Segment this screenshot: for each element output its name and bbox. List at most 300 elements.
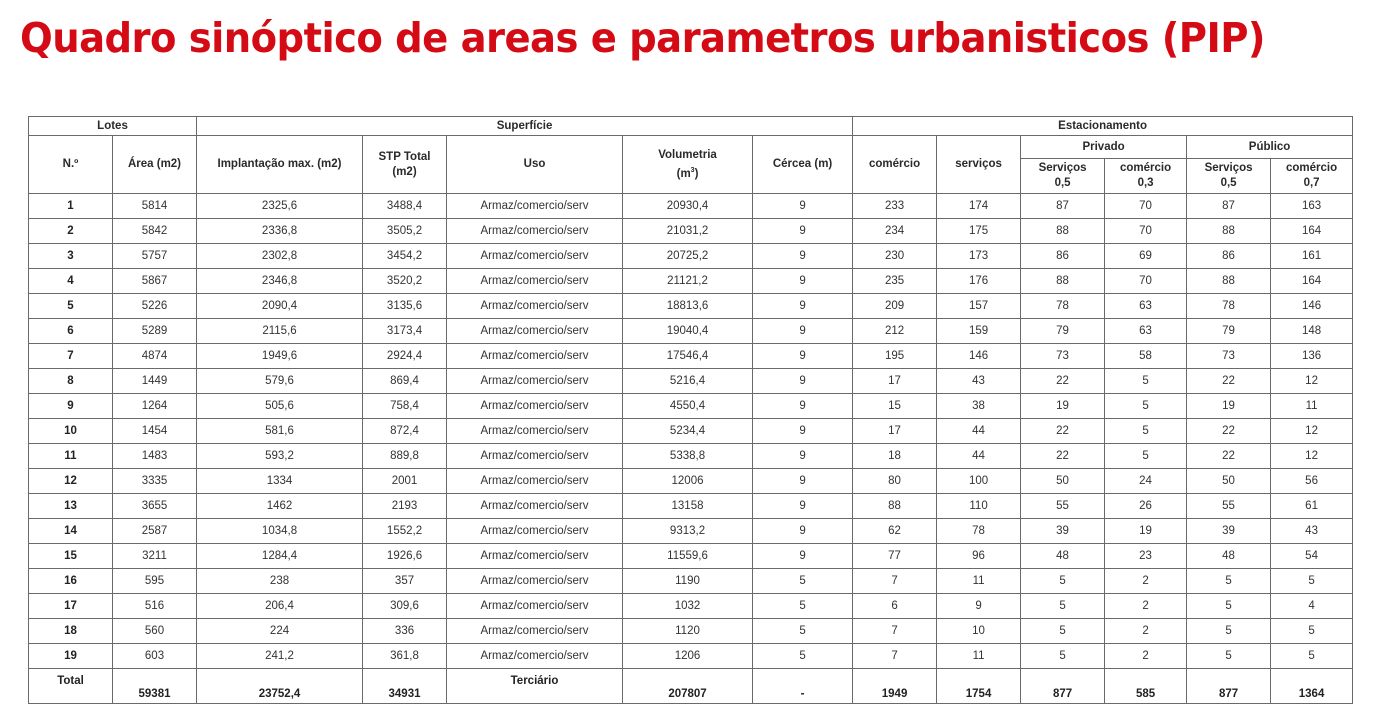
cell-lote-number: 18 [29, 619, 113, 644]
cell-implantacao: 238 [197, 569, 363, 594]
cell-uso: Armaz/comercio/serv [447, 419, 623, 444]
col-header-volumetria-close: ) [694, 167, 699, 180]
cell-volumetria: 20725,2 [623, 244, 753, 269]
cell-uso: Armaz/comercio/serv [447, 219, 623, 244]
cell-implantacao: 1284,4 [197, 544, 363, 569]
cell-privado-comercio: 70 [1105, 269, 1187, 294]
col-header-servicos: serviços [937, 136, 1021, 194]
cell-implantacao: 2346,8 [197, 269, 363, 294]
cell-volumetria: 9313,2 [623, 519, 753, 544]
col-header-publico-servicos [1187, 159, 1271, 194]
cell-cercea: 5 [753, 569, 853, 594]
col-header-publico-servicos-ratio: 0,5 [1220, 177, 1237, 189]
cell-area: 516 [113, 594, 197, 619]
cell-servicos: 174 [937, 194, 1021, 219]
cell-area: 4874 [113, 344, 197, 369]
cell-volumetria: 5216,4 [623, 369, 753, 394]
table-row [29, 494, 1353, 519]
cell-comercio: 209 [853, 294, 937, 319]
cell-privado-servicos: 19 [1021, 394, 1105, 419]
group-header-privado: Privado [1021, 136, 1187, 159]
cell-implantacao: 224 [197, 619, 363, 644]
cell-area: 595 [113, 569, 197, 594]
total-uso: Terciário [447, 669, 623, 704]
cell-privado-servicos: 79 [1021, 319, 1105, 344]
cell-comercio: 6 [853, 594, 937, 619]
cell-lote-number: 2 [29, 219, 113, 244]
cell-lote-number: 15 [29, 544, 113, 569]
cell-lote-number: 6 [29, 319, 113, 344]
col-header-publico-comercio-ratio: 0,7 [1303, 177, 1320, 189]
cell-lote-number: 17 [29, 594, 113, 619]
cell-stp-total: 1926,6 [363, 544, 447, 569]
table-row [29, 619, 1353, 644]
cell-publico-servicos: 78 [1187, 294, 1271, 319]
cell-publico-comercio: 161 [1271, 244, 1353, 269]
cell-uso: Armaz/comercio/serv [447, 594, 623, 619]
cell-area: 5289 [113, 319, 197, 344]
cell-privado-servicos: 55 [1021, 494, 1105, 519]
cell-comercio: 233 [853, 194, 937, 219]
col-header-uso: Uso [447, 136, 623, 194]
col-header-volumetria-sup: 3 [690, 166, 695, 174]
cell-lote-number: 8 [29, 369, 113, 394]
cell-volumetria: 1206 [623, 644, 753, 669]
cell-area: 3655 [113, 494, 197, 519]
cell-servicos: 110 [937, 494, 1021, 519]
cell-stp-total: 309,6 [363, 594, 447, 619]
cell-stp-total: 3173,4 [363, 319, 447, 344]
cell-volumetria: 13158 [623, 494, 753, 519]
cell-uso: Armaz/comercio/serv [447, 319, 623, 344]
cell-cercea: 9 [753, 469, 853, 494]
table-row [29, 294, 1353, 319]
cell-comercio: 18 [853, 444, 937, 469]
cell-uso: Armaz/comercio/serv [447, 619, 623, 644]
table-row [29, 569, 1353, 594]
cell-area: 5757 [113, 244, 197, 269]
table-row [29, 544, 1353, 569]
cell-privado-comercio: 70 [1105, 194, 1187, 219]
cell-privado-servicos: 5 [1021, 619, 1105, 644]
synoptic-table [28, 116, 1353, 704]
cell-area: 1449 [113, 369, 197, 394]
cell-uso: Armaz/comercio/serv [447, 494, 623, 519]
cell-servicos: 10 [937, 619, 1021, 644]
table-row [29, 594, 1353, 619]
col-header-publico-comercio [1271, 159, 1353, 194]
cell-lote-number: 13 [29, 494, 113, 519]
cell-servicos: 96 [937, 544, 1021, 569]
cell-cercea: 9 [753, 194, 853, 219]
table-row [29, 194, 1353, 219]
cell-volumetria: 12006 [623, 469, 753, 494]
cell-privado-comercio: 19 [1105, 519, 1187, 544]
cell-stp-total: 3488,4 [363, 194, 447, 219]
total-privado-comercio: 585 [1105, 669, 1187, 704]
table-row [29, 644, 1353, 669]
cell-privado-comercio: 58 [1105, 344, 1187, 369]
cell-lote-number: 4 [29, 269, 113, 294]
cell-stp-total: 3505,2 [363, 219, 447, 244]
cell-publico-comercio: 12 [1271, 369, 1353, 394]
cell-cercea: 9 [753, 244, 853, 269]
cell-volumetria: 4550,4 [623, 394, 753, 419]
col-header-privado-comercio [1105, 159, 1187, 194]
cell-servicos: 157 [937, 294, 1021, 319]
total-stp: 34931 [363, 669, 447, 704]
cell-publico-comercio: 164 [1271, 219, 1353, 244]
cell-privado-servicos: 22 [1021, 369, 1105, 394]
cell-implantacao: 1462 [197, 494, 363, 519]
cell-comercio: 230 [853, 244, 937, 269]
cell-publico-comercio: 5 [1271, 619, 1353, 644]
cell-area: 3335 [113, 469, 197, 494]
cell-privado-comercio: 24 [1105, 469, 1187, 494]
cell-privado-comercio: 2 [1105, 619, 1187, 644]
cell-volumetria: 11559,6 [623, 544, 753, 569]
cell-stp-total: 336 [363, 619, 447, 644]
cell-stp-total: 872,4 [363, 419, 447, 444]
col-header-privado-servicos [1021, 159, 1105, 194]
col-header-privado-servicos-ratio: 0,5 [1054, 177, 1071, 189]
cell-servicos: 146 [937, 344, 1021, 369]
cell-stp-total: 2193 [363, 494, 447, 519]
cell-publico-comercio: 163 [1271, 194, 1353, 219]
cell-implantacao: 2336,8 [197, 219, 363, 244]
cell-servicos: 44 [937, 444, 1021, 469]
cell-lote-number: 14 [29, 519, 113, 544]
cell-publico-comercio: 12 [1271, 444, 1353, 469]
cell-implantacao: 1034,8 [197, 519, 363, 544]
cell-comercio: 235 [853, 269, 937, 294]
cell-uso: Armaz/comercio/serv [447, 519, 623, 544]
cell-privado-comercio: 5 [1105, 369, 1187, 394]
cell-publico-servicos: 19 [1187, 394, 1271, 419]
cell-stp-total: 2001 [363, 469, 447, 494]
col-header-stp-line1: STP Total [378, 150, 431, 163]
cell-comercio: 62 [853, 519, 937, 544]
cell-volumetria: 21121,2 [623, 269, 753, 294]
cell-publico-servicos: 87 [1187, 194, 1271, 219]
group-header-lotes: Lotes [29, 117, 197, 136]
cell-comercio: 212 [853, 319, 937, 344]
cell-privado-servicos: 86 [1021, 244, 1105, 269]
cell-comercio: 7 [853, 569, 937, 594]
col-header-stp-line2: (m2) [392, 165, 417, 178]
cell-publico-comercio: 164 [1271, 269, 1353, 294]
cell-publico-servicos: 88 [1187, 219, 1271, 244]
cell-lote-number: 16 [29, 569, 113, 594]
cell-publico-comercio: 61 [1271, 494, 1353, 519]
cell-implantacao: 2325,6 [197, 194, 363, 219]
total-cercea: - [753, 669, 853, 704]
table-row [29, 344, 1353, 369]
cell-implantacao: 2090,4 [197, 294, 363, 319]
cell-lote-number: 10 [29, 419, 113, 444]
cell-implantacao: 2302,8 [197, 244, 363, 269]
cell-privado-servicos: 48 [1021, 544, 1105, 569]
cell-area: 5867 [113, 269, 197, 294]
cell-publico-comercio: 12 [1271, 419, 1353, 444]
cell-area: 1483 [113, 444, 197, 469]
cell-publico-servicos: 79 [1187, 319, 1271, 344]
cell-area: 1264 [113, 394, 197, 419]
cell-uso: Armaz/comercio/serv [447, 444, 623, 469]
cell-privado-servicos: 50 [1021, 469, 1105, 494]
total-label: Total [29, 669, 113, 704]
cell-publico-comercio: 56 [1271, 469, 1353, 494]
cell-privado-comercio: 69 [1105, 244, 1187, 269]
cell-uso: Armaz/comercio/serv [447, 544, 623, 569]
page-title: Quadro sinóptico de areas e parametros urbanisticos (PIP) [20, 14, 1265, 62]
cell-lote-number: 5 [29, 294, 113, 319]
cell-publico-comercio: 148 [1271, 319, 1353, 344]
cell-cercea: 5 [753, 619, 853, 644]
cell-lote-number: 7 [29, 344, 113, 369]
col-header-volumetria-unit: (m [676, 167, 691, 180]
total-area: 59381 [113, 669, 197, 704]
cell-lote-number: 1 [29, 194, 113, 219]
cell-implantacao: 206,4 [197, 594, 363, 619]
group-header-estacionamento: Estacionamento [853, 117, 1353, 136]
col-header-n: N.º [29, 136, 113, 194]
cell-comercio: 7 [853, 644, 937, 669]
cell-privado-servicos: 5 [1021, 644, 1105, 669]
cell-uso: Armaz/comercio/serv [447, 269, 623, 294]
cell-cercea: 5 [753, 644, 853, 669]
cell-comercio: 7 [853, 619, 937, 644]
cell-cercea: 9 [753, 369, 853, 394]
cell-privado-servicos: 22 [1021, 419, 1105, 444]
cell-privado-comercio: 2 [1105, 594, 1187, 619]
cell-area: 2587 [113, 519, 197, 544]
group-header-publico: Público [1187, 136, 1353, 159]
col-header-privado-comercio-ratio: 0,3 [1137, 177, 1154, 189]
cell-stp-total: 869,4 [363, 369, 447, 394]
cell-servicos: 11 [937, 569, 1021, 594]
total-publico-servicos: 877 [1187, 669, 1271, 704]
cell-area: 560 [113, 619, 197, 644]
cell-volumetria: 1032 [623, 594, 753, 619]
cell-uso: Armaz/comercio/serv [447, 294, 623, 319]
cell-implantacao: 581,6 [197, 419, 363, 444]
col-header-stp [363, 136, 447, 194]
table-row [29, 219, 1353, 244]
cell-uso: Armaz/comercio/serv [447, 369, 623, 394]
cell-privado-servicos: 87 [1021, 194, 1105, 219]
cell-publico-comercio: 136 [1271, 344, 1353, 369]
col-header-volumetria-line1: Volumetria [658, 148, 717, 161]
cell-area: 5226 [113, 294, 197, 319]
cell-publico-servicos: 48 [1187, 544, 1271, 569]
cell-publico-servicos: 86 [1187, 244, 1271, 269]
cell-cercea: 5 [753, 594, 853, 619]
cell-servicos: 11 [937, 644, 1021, 669]
cell-cercea: 9 [753, 269, 853, 294]
cell-implantacao: 241,2 [197, 644, 363, 669]
table-row [29, 244, 1353, 269]
cell-privado-comercio: 5 [1105, 419, 1187, 444]
cell-cercea: 9 [753, 319, 853, 344]
cell-lote-number: 12 [29, 469, 113, 494]
cell-publico-servicos: 22 [1187, 419, 1271, 444]
cell-privado-servicos: 88 [1021, 269, 1105, 294]
cell-privado-servicos: 73 [1021, 344, 1105, 369]
cell-implantacao: 2115,6 [197, 319, 363, 344]
table-row [29, 444, 1353, 469]
cell-publico-servicos: 5 [1187, 594, 1271, 619]
cell-uso: Armaz/comercio/serv [447, 194, 623, 219]
total-privado-servicos: 877 [1021, 669, 1105, 704]
cell-privado-comercio: 70 [1105, 219, 1187, 244]
cell-uso: Armaz/comercio/serv [447, 244, 623, 269]
cell-servicos: 44 [937, 419, 1021, 444]
cell-stp-total: 357 [363, 569, 447, 594]
table-row [29, 269, 1353, 294]
cell-privado-comercio: 23 [1105, 544, 1187, 569]
cell-servicos: 175 [937, 219, 1021, 244]
total-implantacao: 23752,4 [197, 669, 363, 704]
cell-volumetria: 18813,6 [623, 294, 753, 319]
cell-privado-servicos: 88 [1021, 219, 1105, 244]
cell-implantacao: 1949,6 [197, 344, 363, 369]
col-header-volumetria [623, 136, 753, 194]
cell-uso: Armaz/comercio/serv [447, 394, 623, 419]
cell-uso: Armaz/comercio/serv [447, 569, 623, 594]
cell-publico-servicos: 5 [1187, 619, 1271, 644]
cell-privado-comercio: 26 [1105, 494, 1187, 519]
cell-privado-comercio: 63 [1105, 294, 1187, 319]
cell-privado-comercio: 2 [1105, 644, 1187, 669]
cell-privado-comercio: 63 [1105, 319, 1187, 344]
cell-stp-total: 361,8 [363, 644, 447, 669]
cell-comercio: 17 [853, 369, 937, 394]
cell-publico-servicos: 55 [1187, 494, 1271, 519]
col-header-cercea: Cércea (m) [753, 136, 853, 194]
cell-stp-total: 1552,2 [363, 519, 447, 544]
total-servicos: 1754 [937, 669, 1021, 704]
cell-area: 5842 [113, 219, 197, 244]
cell-uso: Armaz/comercio/serv [447, 644, 623, 669]
cell-privado-comercio: 5 [1105, 394, 1187, 419]
table-row [29, 319, 1353, 344]
col-header-area: Área (m2) [113, 136, 197, 194]
cell-servicos: 38 [937, 394, 1021, 419]
cell-servicos: 43 [937, 369, 1021, 394]
cell-area: 5814 [113, 194, 197, 219]
cell-privado-servicos: 39 [1021, 519, 1105, 544]
cell-lote-number: 3 [29, 244, 113, 269]
cell-volumetria: 21031,2 [623, 219, 753, 244]
cell-comercio: 195 [853, 344, 937, 369]
cell-implantacao: 593,2 [197, 444, 363, 469]
cell-lote-number: 11 [29, 444, 113, 469]
cell-publico-comercio: 5 [1271, 569, 1353, 594]
cell-privado-comercio: 2 [1105, 569, 1187, 594]
cell-stp-total: 889,8 [363, 444, 447, 469]
total-comercio: 1949 [853, 669, 937, 704]
cell-implantacao: 505,6 [197, 394, 363, 419]
col-header-publico-servicos-label: Serviços [1204, 162, 1253, 174]
cell-publico-comercio: 4 [1271, 594, 1353, 619]
table-row [29, 394, 1353, 419]
total-volumetria: 207807 [623, 669, 753, 704]
cell-volumetria: 17546,4 [623, 344, 753, 369]
table-row [29, 369, 1353, 394]
cell-servicos: 176 [937, 269, 1021, 294]
cell-cercea: 9 [753, 419, 853, 444]
cell-lote-number: 9 [29, 394, 113, 419]
cell-lote-number: 19 [29, 644, 113, 669]
cell-privado-servicos: 22 [1021, 444, 1105, 469]
cell-servicos: 159 [937, 319, 1021, 344]
cell-publico-comercio: 11 [1271, 394, 1353, 419]
cell-cercea: 9 [753, 294, 853, 319]
cell-volumetria: 20930,4 [623, 194, 753, 219]
cell-servicos: 9 [937, 594, 1021, 619]
total-row [29, 669, 1353, 704]
cell-servicos: 78 [937, 519, 1021, 544]
cell-publico-comercio: 146 [1271, 294, 1353, 319]
col-header-privado-comercio-label: comércio [1119, 162, 1172, 174]
cell-implantacao: 1334 [197, 469, 363, 494]
cell-cercea: 9 [753, 219, 853, 244]
cell-publico-servicos: 22 [1187, 369, 1271, 394]
cell-volumetria: 5338,8 [623, 444, 753, 469]
cell-comercio: 80 [853, 469, 937, 494]
total-publico-comercio: 1364 [1271, 669, 1353, 704]
cell-publico-servicos: 22 [1187, 444, 1271, 469]
cell-cercea: 9 [753, 494, 853, 519]
cell-comercio: 77 [853, 544, 937, 569]
cell-cercea: 9 [753, 344, 853, 369]
table-row [29, 469, 1353, 494]
cell-area: 603 [113, 644, 197, 669]
cell-stp-total: 758,4 [363, 394, 447, 419]
cell-area: 3211 [113, 544, 197, 569]
col-header-comercio: comércio [853, 136, 937, 194]
cell-servicos: 173 [937, 244, 1021, 269]
cell-publico-servicos: 39 [1187, 519, 1271, 544]
cell-stp-total: 3454,2 [363, 244, 447, 269]
cell-publico-servicos: 50 [1187, 469, 1271, 494]
cell-publico-servicos: 5 [1187, 644, 1271, 669]
cell-comercio: 15 [853, 394, 937, 419]
cell-cercea: 9 [753, 519, 853, 544]
cell-stp-total: 3520,2 [363, 269, 447, 294]
table-body [29, 194, 1353, 669]
cell-comercio: 17 [853, 419, 937, 444]
cell-privado-comercio: 5 [1105, 444, 1187, 469]
table-row [29, 519, 1353, 544]
cell-volumetria: 1120 [623, 619, 753, 644]
col-header-implantacao: Implantação max. (m2) [197, 136, 363, 194]
col-header-privado-servicos-label: Serviços [1038, 162, 1087, 174]
cell-uso: Armaz/comercio/serv [447, 344, 623, 369]
col-header-publico-comercio-label: comércio [1286, 162, 1338, 174]
cell-comercio: 234 [853, 219, 937, 244]
cell-volumetria: 1190 [623, 569, 753, 594]
cell-volumetria: 19040,4 [623, 319, 753, 344]
cell-privado-servicos: 5 [1021, 594, 1105, 619]
cell-cercea: 9 [753, 444, 853, 469]
cell-publico-servicos: 88 [1187, 269, 1271, 294]
cell-volumetria: 5234,4 [623, 419, 753, 444]
cell-stp-total: 3135,6 [363, 294, 447, 319]
cell-cercea: 9 [753, 544, 853, 569]
cell-area: 1454 [113, 419, 197, 444]
